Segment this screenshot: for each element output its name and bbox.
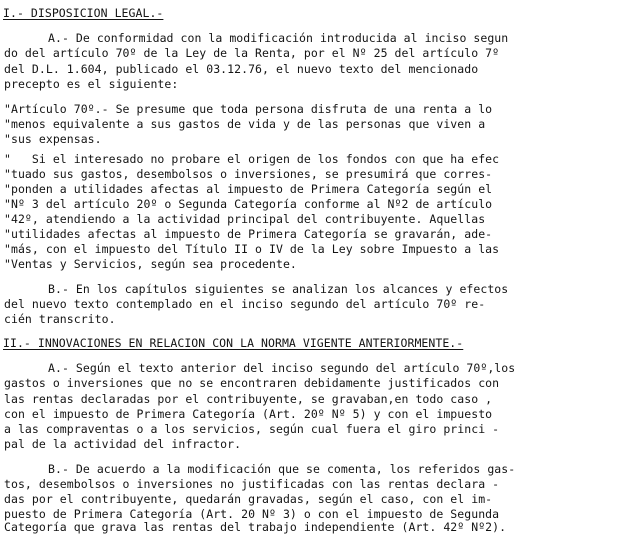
text-line: puesto de Primera Categoría (Art. 20 Nº 3) o con el impuesto de Segunda	[4, 507, 500, 521]
text-line: a las compraventas o a los servicios, según cual fuera el giro princi -	[4, 422, 500, 436]
text-line: del nuevo texto contemplado en el inciso segundo del artículo 70º re-	[4, 297, 486, 311]
text-line: "menos equivalente a sus gastos de vida y de las personas que viven a	[4, 117, 486, 131]
text-line: tos, desembolsos o inversiones no justificadas con las rentas declara -	[4, 477, 500, 491]
text-line: cién transcrito.	[4, 312, 116, 326]
text-line: "42º, atendiendo a la actividad principal del contribuyente. Aquellas	[4, 212, 486, 226]
text-line: "utilidades afectas al impuesto de Primera Categoría se gravarán, ade-	[4, 227, 493, 241]
text-line: "ponden a utilidades afectas al impuesto de Primera Categoría según el	[4, 182, 493, 196]
text-line: A.- De conformidad con la modificación introducida al inciso segun	[48, 31, 509, 45]
section-2-heading: II.- INNOVACIONES EN RELACION CON LA NORMA VIGENTE ANTERIORMENTE.-	[3, 336, 464, 350]
text-line: "más, con el impuesto del Título II o IV de la Ley sobre Impuesto a las	[4, 242, 500, 256]
text-line: B.- De acuerdo a la modificación que se comenta, los referidos gas-	[48, 462, 516, 476]
text-line: pal de la actividad del infractor.	[4, 437, 242, 451]
text-line: " Si el interesado no probare el origen de los fondos con que ha efec	[4, 152, 500, 166]
text-line: gastos o inversiones que no se encontraren debidamente justificados con	[4, 376, 500, 390]
text-line: Categoría que grava las rentas del trabajo independiente (Art. 42º Nº2).	[4, 520, 507, 534]
text-line: con el impuesto de Primera Categoría (Art. 20º Nº 5) y con el impuesto	[4, 407, 493, 421]
text-line: precepto es el siguiente:	[4, 77, 179, 91]
text-line: B.- En los capítulos siguientes se analizan los alcances y efectos	[48, 282, 509, 296]
text-line: "sus expensas.	[4, 132, 102, 146]
text-line: A.- Según el texto anterior del inciso segundo del artículo 70º,los	[48, 361, 516, 375]
text-line: "tuado sus gastos, desembolsos o inversiones, se presumirá que corres-	[4, 167, 493, 181]
text-line: das por el contribuyente, quedarán gravadas, según el caso, con el im-	[4, 492, 493, 506]
text-line: do del artículo 70º de la Ley de la Renta, por el Nº 25 del artículo 7º	[4, 46, 500, 60]
section-1-heading: I.- DISPOSICION LEGAL.-	[3, 6, 164, 20]
text-line: "Ventas y Servicios, según sea procedente.	[4, 257, 297, 271]
text-line: "Artículo 70º.- Se presume que toda persona disfruta de una renta a lo	[4, 102, 493, 116]
text-line: "Nº 3 del artículo 20º o Segunda Categoría conforme al Nº2 de artículo	[4, 197, 493, 211]
text-line: las rentas declaradas por el contribuyente, se gravaban,en todo caso ,	[4, 392, 493, 406]
text-line: del D.L. 1.604, publicado el 03.12.76, el nuevo texto del mencionado	[4, 62, 479, 76]
